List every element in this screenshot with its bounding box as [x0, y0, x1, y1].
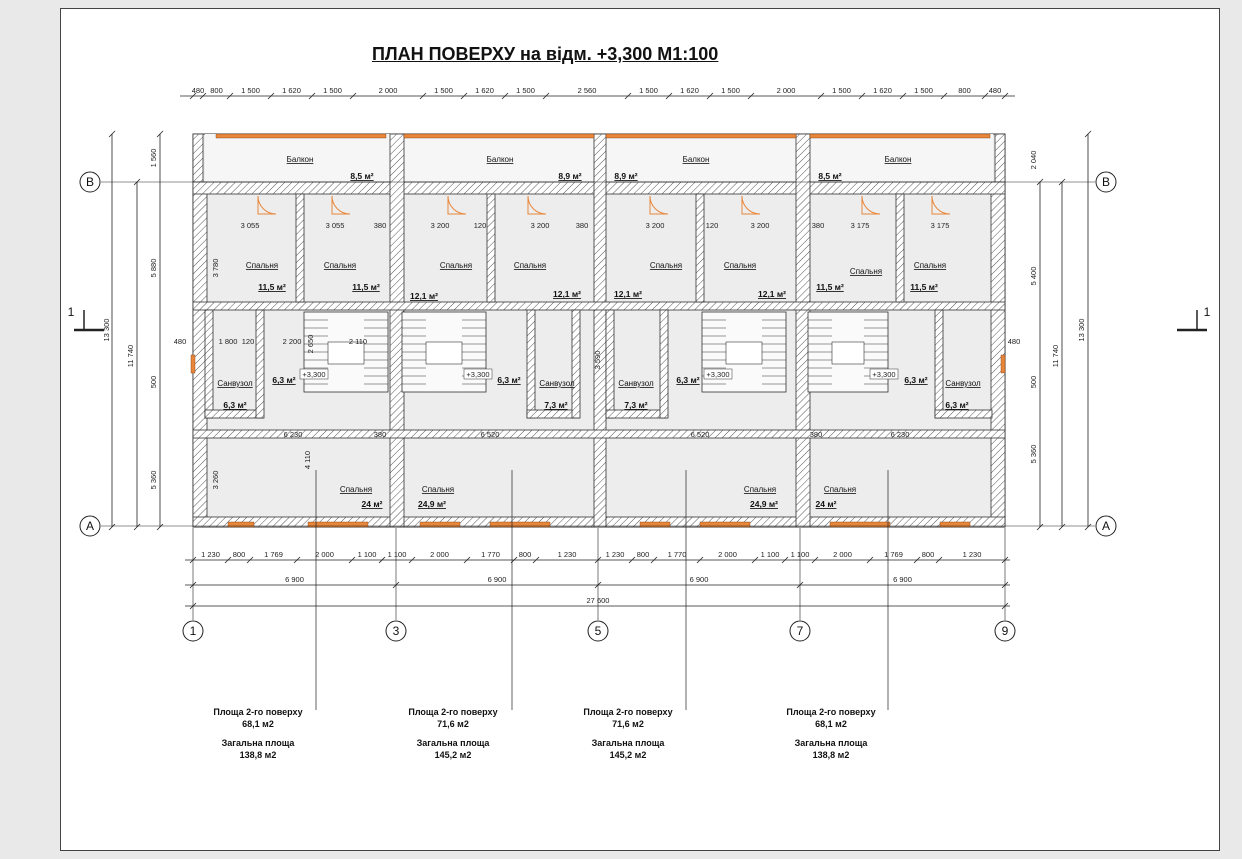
floor-area-summary [378, 706, 528, 761]
floor-area-summary [183, 706, 333, 761]
room-area: 6,3 м² [223, 400, 247, 410]
wall [896, 194, 904, 302]
axis-span-dimension: 6 900 [285, 575, 304, 584]
room-name-balcony: Балкон [682, 155, 710, 164]
top-dimension: 2 000 [378, 86, 398, 95]
room-area: 6,3 м² [904, 375, 928, 385]
room-dimension: 3 055 [240, 221, 260, 230]
wall [572, 310, 580, 418]
room-area: 6,3 м² [945, 400, 969, 410]
summary-label: Загальна площа [416, 738, 490, 748]
summary-label: Площа 2-го поверху [408, 707, 498, 717]
wall [487, 194, 495, 302]
bottom-dimension: 1 770 [667, 550, 687, 559]
vertical-dimension: 5 360 [1029, 444, 1038, 464]
room-area: 12,1 м² [757, 289, 787, 299]
room-name-bathroom: Санвузол [539, 379, 575, 388]
level-mark: +3,300 [466, 370, 490, 379]
top-dimension: 1 620 [475, 86, 494, 95]
room-name-balcony: Балкон [884, 155, 912, 164]
bottom-dimension: 2 000 [430, 550, 449, 559]
wall [296, 194, 304, 302]
room-area: 12,1 м² [409, 291, 439, 301]
stair-landing [832, 342, 864, 364]
summary-value: 68,1 м2 [815, 719, 847, 729]
room-name-balcony: Балкон [486, 155, 514, 164]
vertical-dimension: 480 [173, 337, 187, 346]
vertical-dimension: 5 360 [149, 470, 158, 490]
axis-label: В [1101, 175, 1111, 189]
bottom-dimension: 800 [518, 550, 532, 559]
axis-label: А [1101, 519, 1111, 533]
level-mark: +3,300 [302, 370, 326, 379]
room-dimension: 120 [705, 221, 719, 230]
stair-landing [426, 342, 462, 364]
window [1001, 355, 1005, 373]
bottom-dimension: 1 230 [962, 550, 982, 559]
room-name-bedroom: Спальня [913, 261, 947, 270]
room-name-bathroom: Санвузол [945, 379, 981, 388]
room-area: 12,1 м² [613, 289, 643, 299]
window [606, 134, 796, 138]
room-dimension: 380 [575, 221, 589, 230]
top-dimension: 480 [988, 86, 1002, 95]
summary-value: 145,2 м2 [609, 750, 647, 760]
wall [935, 310, 943, 418]
floor-area-summary [553, 706, 703, 761]
room-area: 11,5 м² [352, 282, 380, 292]
axis-label: В [85, 175, 95, 189]
axis-span-dimension: 6 900 [689, 575, 709, 584]
room-name-balcony: Балкон [286, 155, 314, 164]
room-dimension: 120 [473, 221, 487, 230]
room-dimension: 3 780 [211, 258, 220, 278]
room-area: 8,5 м² [818, 171, 842, 181]
section-mark: 1 [67, 305, 75, 319]
top-dimension: 1 500 [832, 86, 851, 95]
room-area: 7,3 м² [624, 400, 648, 410]
section-mark: 1 [1203, 305, 1211, 319]
summary-label: Загальна площа [591, 738, 665, 748]
vertical-dimension: 500 [1029, 375, 1038, 389]
vertical-dimension: 13 300 [1077, 318, 1086, 342]
wall [995, 134, 1005, 182]
wall [606, 410, 666, 418]
room-area: 24,9 м² [749, 499, 779, 509]
top-dimension: 800 [210, 86, 223, 95]
room-dimension: 2 110 [348, 337, 368, 346]
wall [696, 194, 704, 302]
summary-value: 138,8 м2 [812, 750, 850, 760]
room-dimension: 6 230 [890, 430, 910, 439]
summary-label: Площа 2-го поверху [786, 707, 876, 717]
axis-label: 5 [594, 624, 602, 638]
room-area: 24,9 м² [417, 499, 447, 509]
top-dimension: 1 500 [516, 86, 535, 95]
vertical-dimension: 1 560 [149, 148, 158, 168]
axis-label: 1 [189, 624, 197, 638]
summary-label: Площа 2-го поверху [213, 707, 303, 717]
axis-label: 3 [392, 624, 400, 638]
summary-value: 71,6 м2 [612, 719, 644, 729]
wall [205, 310, 213, 418]
room-name-bedroom: Спальня [849, 267, 883, 276]
top-dimension: 1 500 [914, 86, 933, 95]
vertical-dimension: 500 [149, 375, 158, 389]
room-dimension: 3 055 [325, 221, 345, 230]
floor-area-summary [756, 706, 906, 761]
room-name-bedroom: Спальня [421, 485, 455, 494]
drawing-title: ПЛАН ПОВЕРХУ на відм. +3,300 М1:100 [372, 44, 719, 64]
wall [193, 134, 203, 182]
bottom-dimension: 2 000 [833, 550, 852, 559]
room-dimension: 3 175 [850, 221, 870, 230]
room-name-bedroom: Спальня [649, 261, 683, 270]
axis-label: 9 [1001, 624, 1009, 638]
room-dimension: 380 [811, 221, 825, 230]
room-dimension: 6 230 [283, 430, 303, 439]
top-dimension: 1 500 [323, 86, 342, 95]
bottom-dimension: 2 000 [315, 550, 334, 559]
room-dimension: 380 [373, 430, 387, 439]
summary-label: Площа 2-го поверху [583, 707, 673, 717]
room-area: 11,5 м² [910, 282, 938, 292]
room-dimension: 2 650 [306, 334, 315, 354]
vertical-dimension: 5 880 [149, 258, 158, 278]
axis-span-dimension: 6 900 [487, 575, 507, 584]
wall [256, 310, 264, 418]
top-dimension: 1 620 [873, 86, 892, 95]
room-area: 8,9 м² [558, 171, 582, 181]
window [216, 134, 386, 138]
bottom-dimension: 800 [636, 550, 650, 559]
room-area: 12,1 м² [552, 289, 582, 299]
summary-label: Загальна площа [794, 738, 868, 748]
room-area: 6,3 м² [497, 375, 521, 385]
room-dimension: 6 520 [480, 430, 500, 439]
room-area: 11,5 м² [816, 282, 844, 292]
room-dimension: 3 200 [430, 221, 450, 230]
summary-value: 68,1 м2 [242, 719, 274, 729]
room-dimension: 120 [241, 337, 255, 346]
top-dimension: 800 [958, 86, 971, 95]
vertical-dimension: 5 400 [1029, 266, 1038, 286]
bottom-dimension: 1 770 [481, 550, 500, 559]
summary-value: 145,2 м2 [434, 750, 472, 760]
room-name-bedroom: Спальня [245, 261, 279, 270]
room-dimension: 6 520 [690, 430, 710, 439]
bottom-dimension: 1 230 [201, 550, 220, 559]
room-name-bedroom: Спальня [513, 261, 547, 270]
summary-value: 138,8 м2 [239, 750, 277, 760]
room-dimension: 3 175 [930, 221, 950, 230]
room-area: 7,3 м² [544, 400, 568, 410]
room-area: 6,3 м² [272, 375, 296, 385]
bottom-dimension: 800 [921, 550, 935, 559]
wall [606, 310, 614, 418]
top-dimension: 480 [191, 86, 205, 95]
vertical-dimension: 2 040 [1029, 150, 1038, 170]
window [191, 355, 195, 373]
summary-label: Загальна площа [221, 738, 295, 748]
room-name-bathroom: Санвузол [217, 379, 253, 388]
wall [193, 302, 1005, 310]
total-width-dimension: 27 600 [586, 596, 610, 605]
top-dimension: 2 560 [577, 86, 597, 95]
room-name-bedroom: Спальня [823, 485, 857, 494]
vertical-dimension: 11 740 [126, 344, 135, 368]
bottom-dimension: 1 769 [884, 550, 903, 559]
wall [527, 410, 579, 418]
wall [594, 134, 606, 527]
room-name-bedroom: Спальня [743, 485, 777, 494]
room-name-bathroom: Санвузол [618, 379, 654, 388]
room-dimension: 3 200 [530, 221, 550, 230]
room-area: 6,3 м² [676, 375, 700, 385]
vertical-dimension: 11 740 [1051, 344, 1060, 368]
wall [205, 410, 263, 418]
bottom-dimension: 1 100 [357, 550, 377, 559]
window [404, 134, 594, 138]
room-name-bedroom: Спальня [439, 261, 473, 270]
axis-label: А [85, 519, 95, 533]
top-dimension: 1 500 [639, 86, 658, 95]
wall [991, 182, 1005, 527]
bottom-dimension: 2 000 [718, 550, 737, 559]
top-dimension: 1 500 [434, 86, 453, 95]
top-dimension: 1 500 [241, 86, 260, 95]
window [810, 134, 990, 138]
room-area: 24 м² [361, 499, 383, 509]
room-name-bedroom: Спальня [323, 261, 357, 270]
bottom-dimension: 1 100 [790, 550, 810, 559]
room-area: 24 м² [815, 499, 837, 509]
vertical-dimension: 13 300 [102, 318, 111, 342]
wall [935, 410, 992, 418]
room-area: 8,9 м² [614, 171, 638, 181]
room-name-bedroom: Спальня [723, 261, 757, 270]
room-dimension: 3 200 [645, 221, 665, 230]
vertical-dimension: 480 [1007, 337, 1021, 346]
bottom-dimension: 1 769 [264, 550, 283, 559]
room-area: 8,5 м² [350, 171, 374, 181]
bottom-dimension: 1 230 [605, 550, 625, 559]
level-mark: +3,300 [872, 370, 896, 379]
room-dimension: 1 800 [218, 337, 238, 346]
top-dimension: 1 500 [721, 86, 740, 95]
wall [527, 310, 535, 418]
top-dimension: 2 000 [776, 86, 796, 95]
room-dimension: 2 200 [282, 337, 302, 346]
bottom-dimension: 1 230 [557, 550, 577, 559]
axis-label: 7 [796, 624, 804, 638]
room-name-bedroom: Спальня [339, 485, 373, 494]
room-dimension: 380 [373, 221, 387, 230]
bottom-dimension: 800 [232, 550, 246, 559]
summary-value: 71,6 м2 [437, 719, 469, 729]
top-dimension: 1 620 [282, 86, 301, 95]
room-dimension: 3 590 [593, 350, 602, 370]
room-dimension: 4 110 [303, 450, 312, 470]
bottom-dimension: 1 100 [760, 550, 780, 559]
bottom-dimension: 1 100 [387, 550, 407, 559]
wall [193, 430, 1005, 438]
axis-span-dimension: 6 900 [893, 575, 912, 584]
room-dimension: 3 200 [750, 221, 770, 230]
wall [660, 310, 668, 418]
level-mark: +3,300 [706, 370, 730, 379]
room-area: 11,5 м² [258, 282, 286, 292]
room-dimension: 380 [809, 430, 823, 439]
top-dimension: 1 620 [680, 86, 699, 95]
stair-landing [726, 342, 762, 364]
room-dimension: 3 260 [211, 470, 220, 490]
